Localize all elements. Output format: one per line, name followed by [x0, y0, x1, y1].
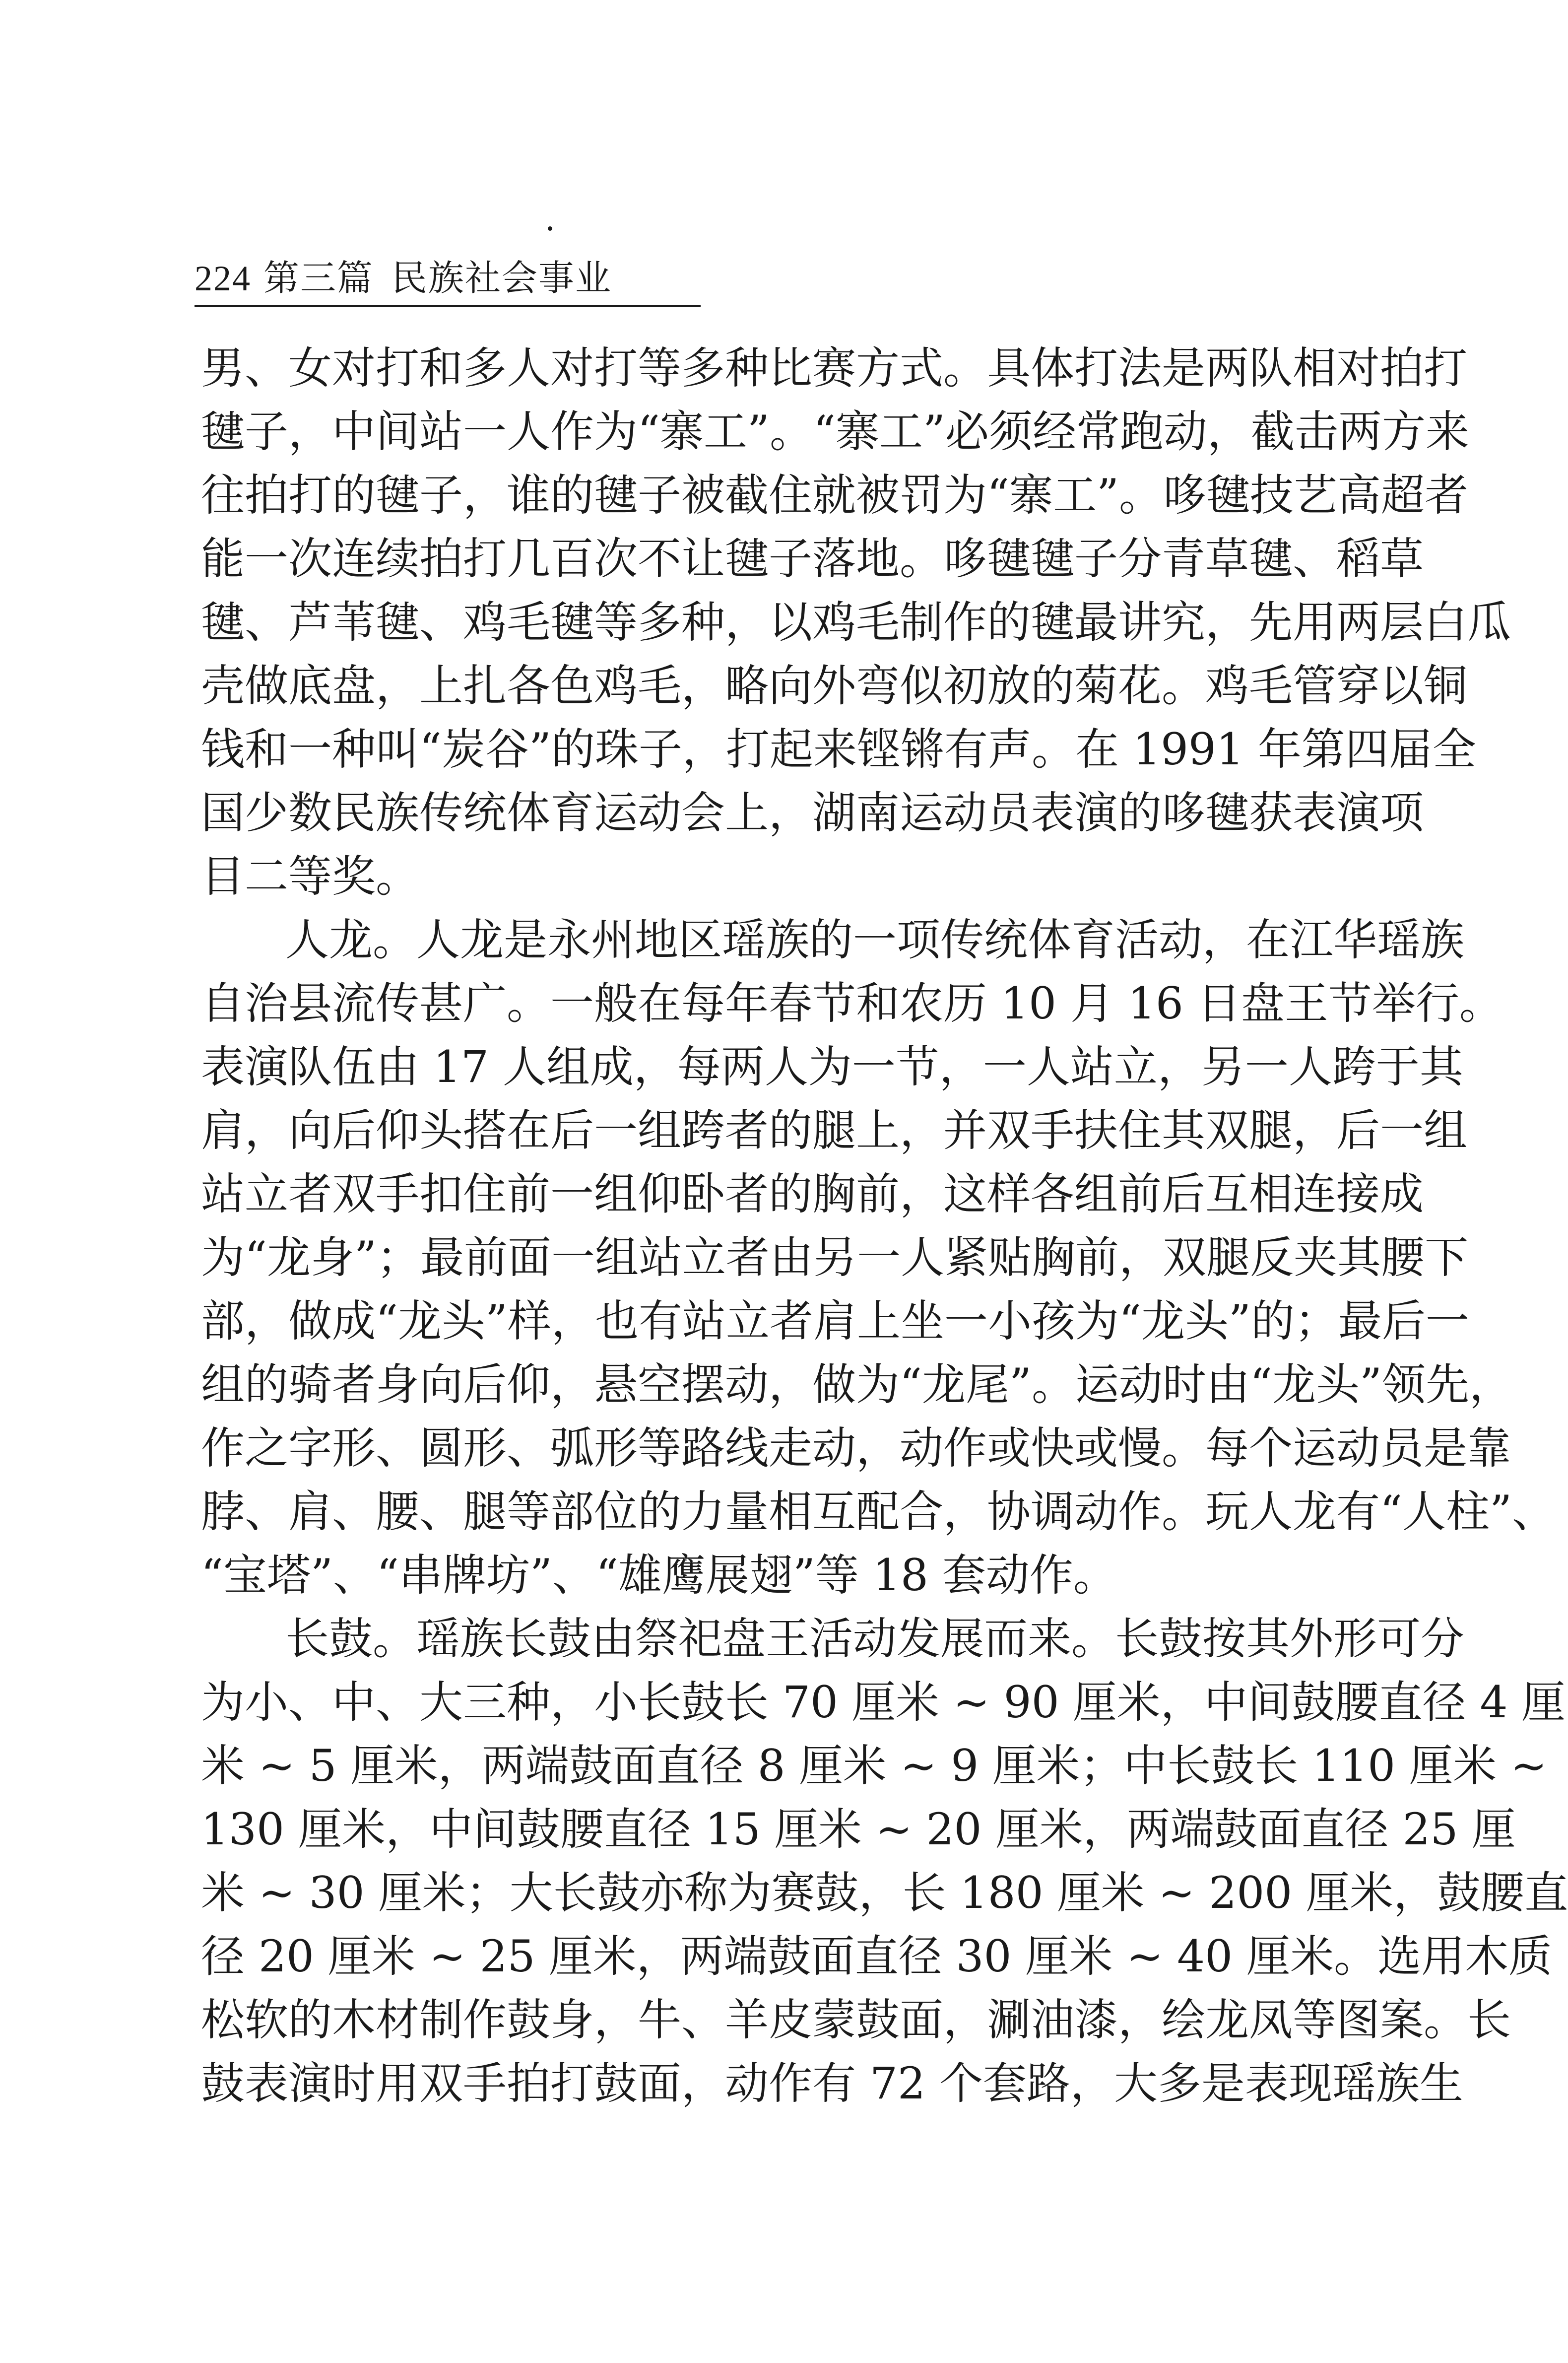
text-line: 表演队伍由 17 人组成，每两人为一节，一人站立，另一人跨于其: [201, 1041, 1463, 1092]
text-line: 毽子，中间站一人作为“寨工”。“寨工”必须经常跑动，截击两方来: [201, 406, 1469, 457]
paragraph-long-drum: [201, 1607, 1568, 2115]
text-line: 米 ~ 30 厘米；大长鼓亦称为赛鼓，长 180 厘米 ~ 200 厘米，鼓腰直: [201, 1867, 1568, 1918]
text-line: 为小、中、大三种，小长鼓长 70 厘米 ~ 90 厘米，中间鼓腰直径 4 厘: [201, 1677, 1566, 1728]
paragraph-human-dragon: [201, 908, 1556, 1607]
running-header: [195, 251, 701, 307]
text-line: 径 20 厘米 ~ 25 厘米，两端鼓面直径 30 厘米 ~ 40 厘米。选用木质: [201, 1931, 1553, 1982]
text-line: 壳做底盘，上扎各色鸡毛，略向外弯似初放的菊花。鸡毛管穿以铜: [201, 660, 1468, 711]
text-line: 肩，向后仰头搭在后一组跨者的腿上，并双手扶住其双腿，后一组: [201, 1105, 1468, 1156]
text-line: 脖、肩、腰、腿等部位的力量相互配合，协调动作。玩人龙有“人柱”、: [201, 1486, 1556, 1537]
text-line: 部，做成“龙头”样，也有站立者肩上坐一小孩为“龙头”的；最后一: [201, 1295, 1469, 1347]
text-line: 能一次连续拍打几百次不让毽子落地。哆毽毽子分青草毽、稻草: [201, 533, 1424, 584]
text-line: 自治县流传甚广。一般在每年春节和农历 10 月 16 日盘王节举行。: [201, 978, 1503, 1029]
text-line: 目二等奖。: [201, 851, 420, 902]
text-line: 松软的木材制作鼓身，牛、羊皮蒙鼓面，涮油漆，绘龙凤等图案。长: [201, 1994, 1511, 2045]
text-line: 鼓表演时用双手拍打鼓面，动作有 72 个套路，大多是表现瑶族生: [201, 2058, 1463, 2109]
page-number: 224: [195, 259, 251, 298]
text-line: 为“龙身”；最前面一组站立者由另一人紧贴胸前，双腿反夹其腰下: [201, 1232, 1468, 1283]
text-line: 国少数民族传统体育运动会上，湖南运动员表演的哆毽获表演项: [201, 787, 1424, 838]
text-line: 人龙。人龙是永州地区瑶族的一项传统体育活动，在江华瑶族: [285, 914, 1465, 965]
text-line: 往拍打的毽子，谁的毽子被截住就被罚为“寨工”。哆毽技艺高超者: [201, 470, 1468, 521]
text-line: 130 厘米，中间鼓腰直径 15 厘米 ~ 20 厘米，两端鼓面直径 25 厘: [201, 1804, 1516, 1855]
text-line: 组的骑者身向后仰，悬空摆动，做为“龙尾”。运动时由“龙头”领先，: [201, 1359, 1513, 1410]
text-line: 站立者双手扣住前一组仰卧者的胸前，这样各组前后互相连接成: [201, 1168, 1424, 1219]
text-line: 长鼓。瑶族长鼓由祭祀盘王活动发展而来。长鼓按其外形可分: [285, 1613, 1465, 1664]
chapter-title: 第三篇: [263, 257, 374, 299]
text-line: “宝塔”、“串牌坊”、“雄鹰展翅”等 18 套动作。: [201, 1550, 1117, 1601]
printer-dot-mark: [548, 226, 552, 231]
body-text: [201, 337, 1568, 2115]
text-line: 男、女对打和多人对打等多种比赛方式。具体打法是两队相对拍打: [201, 342, 1468, 394]
text-line: 米 ~ 5 厘米，两端鼓面直径 8 厘米 ~ 9 厘米；中长鼓长 110 厘米 ~: [201, 1740, 1547, 1791]
text-line: 钱和一种叫“炭谷”的珠子，打起来铿锵有声。在 1991 年第四届全: [201, 724, 1476, 775]
section-title: 民族社会事业: [391, 257, 612, 299]
text-line: 毽、芦苇毽、鸡毛毽等多种，以鸡毛制作的毽最讲究，先用两层白瓜: [201, 597, 1511, 648]
text-line: 作之字形、圆形、弧形等路线走动，动作或快或慢。每个运动员是靠: [201, 1422, 1511, 1474]
paragraph-shuttlecock: [201, 337, 1511, 908]
